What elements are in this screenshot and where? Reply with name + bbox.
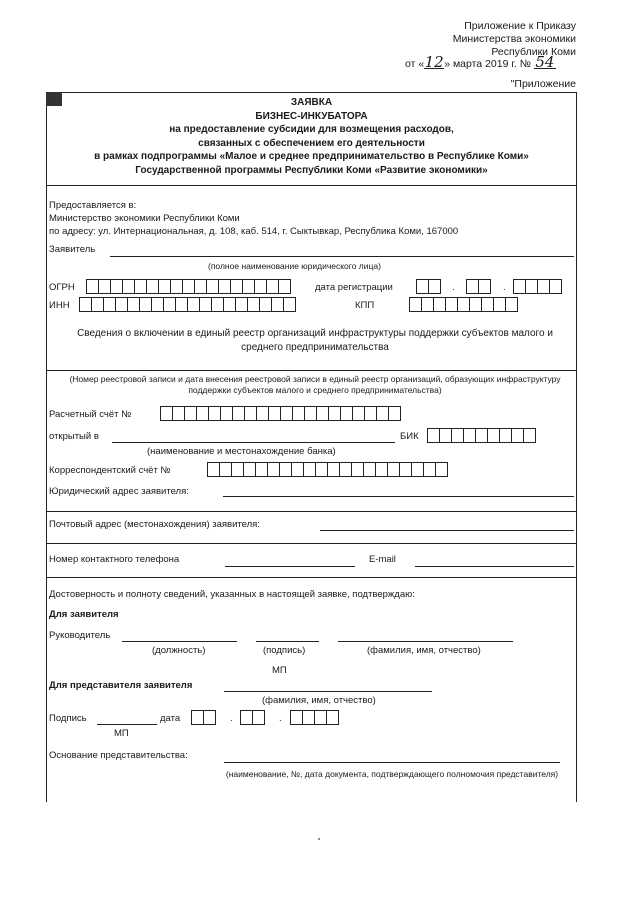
sign-date-year[interactable] xyxy=(290,710,338,725)
frame-left xyxy=(46,92,47,802)
ogrn-label: ОГРН xyxy=(49,282,75,293)
order-month: » марта 2019 г. № xyxy=(444,58,531,70)
bik-cells[interactable] xyxy=(427,428,535,443)
postal-divider xyxy=(46,543,577,544)
kpp-label: КПП xyxy=(355,300,375,311)
order-day: 12 xyxy=(424,53,444,71)
header-line3: Республики Коми xyxy=(491,46,576,58)
stamp-place: МП xyxy=(272,665,287,676)
digit-cell[interactable] xyxy=(435,462,448,477)
applicant-name-input[interactable] xyxy=(110,256,574,257)
header-line2: Министерства экономики xyxy=(452,33,576,45)
provided-label: Предоставляется в: xyxy=(49,200,137,211)
basis-label: Основание представительства: xyxy=(49,750,188,761)
reg-date-year[interactable] xyxy=(513,279,561,294)
head-label: Руководитель xyxy=(49,630,111,641)
digit-cell[interactable] xyxy=(549,279,562,294)
phone-label: Номер контактного телефона xyxy=(49,554,180,565)
registry-divider xyxy=(46,370,577,371)
corr-account-label: Корреспондентский счёт № xyxy=(49,465,171,476)
applicant-label: Заявитель xyxy=(49,244,96,255)
email-input[interactable] xyxy=(415,566,574,567)
signature-input[interactable] xyxy=(256,641,319,642)
provided-address: по адресу: ул. Интернациональная, д. 108, каб. 514, г. Сыктывкар, Республика Коми, 167000 xyxy=(49,226,459,237)
bik-label: БИК xyxy=(400,431,419,442)
registry-hint: (Номер реестровой записи и дата внесения реестровой записи в единый реестр организаций, образующих инфраструктуру поддержки субъектов малого и среднего предпринимательства) xyxy=(69,374,561,395)
for-applicant: Для заявителя xyxy=(49,609,119,620)
for-representative: Для представителя заявителя xyxy=(49,680,193,691)
legal-address-divider xyxy=(46,511,577,512)
position-hint: (должность) xyxy=(152,645,206,656)
order-number: 54 xyxy=(535,53,555,71)
basis-hint: (наименование, №, дата документа, подтверждающего полномочия представителя) xyxy=(225,769,559,779)
reg-date-label: дата регистрации xyxy=(315,282,393,293)
signature-hint: (подпись) xyxy=(263,645,306,656)
header-line1: Приложение к Приказу xyxy=(464,20,576,32)
fio-hint: (фамилия, имя, отчество) xyxy=(367,645,481,656)
confirm-text: Достоверность и полноту сведений, указанных в настоящей заявке, подтверждаю: xyxy=(49,589,415,600)
corr-account-cells[interactable] xyxy=(207,462,447,477)
form-title xyxy=(47,96,576,177)
title-line2: БИЗНЕС-ИНКУБАТОРА xyxy=(255,110,368,122)
title-line3: на предоставление субсидии для возмещения расходов, xyxy=(169,124,454,135)
scan-dot xyxy=(318,838,320,840)
digit-cell[interactable] xyxy=(283,297,296,312)
frame-top xyxy=(46,92,577,93)
digit-cell[interactable] xyxy=(428,279,441,294)
rep-signature-input[interactable] xyxy=(97,724,157,725)
reg-date-month[interactable] xyxy=(466,279,490,294)
inn-cells[interactable] xyxy=(79,297,295,312)
bank-hint: (наименование и местонахождение банка) xyxy=(147,446,336,457)
order-reference xyxy=(453,20,576,59)
digit-cell[interactable] xyxy=(278,279,291,294)
postal-address-input[interactable] xyxy=(320,530,574,531)
digit-cell[interactable] xyxy=(252,710,265,725)
title-line5: в рамках подпрограммы «Малое и среднее предпринимательство в Республике Коми» xyxy=(94,151,529,162)
registry-info: Сведения о включении в единый реестр организаций инфраструктуры поддержки субъектов малого и среднего предпринимательства xyxy=(77,328,553,353)
opened-in-label: открытый в xyxy=(49,431,99,442)
date-sep: . xyxy=(279,713,282,724)
legal-address-label: Юридический адрес заявителя: xyxy=(49,486,189,497)
rep-fio-input[interactable] xyxy=(224,691,432,692)
sign-label: Подпись xyxy=(49,713,87,724)
appendix-label: "Приложение xyxy=(510,78,576,90)
postal-address-label: Почтовый адрес (местонахождения) заявителя: xyxy=(49,519,260,530)
date-sep: . xyxy=(230,713,233,724)
applicant-hint: (полное наименование юридического лица) xyxy=(208,261,381,271)
date-sep: . xyxy=(503,282,506,293)
provided-block xyxy=(49,199,458,238)
basis-input[interactable] xyxy=(224,762,560,763)
digit-cell[interactable] xyxy=(388,406,401,421)
legal-address-input[interactable] xyxy=(223,496,574,497)
phone-input[interactable] xyxy=(225,566,355,567)
digit-cell[interactable] xyxy=(326,710,339,725)
digit-cell[interactable] xyxy=(505,297,518,312)
provided-ministry: Министерство экономики Республики Коми xyxy=(49,213,240,224)
sign-date-month[interactable] xyxy=(240,710,264,725)
contacts-divider xyxy=(46,577,577,578)
bank-name-input[interactable] xyxy=(112,442,395,443)
sign-date-day[interactable] xyxy=(191,710,215,725)
title-line6: Государственной программы Республики Коми «Развитие экономики» xyxy=(135,164,488,176)
email-label: E-mail xyxy=(369,554,396,565)
date-label: дата xyxy=(160,713,181,724)
account-cells[interactable] xyxy=(160,406,400,421)
reg-date-day[interactable] xyxy=(416,279,440,294)
title-line4: связанных с обеспечением его деятельности xyxy=(198,137,425,149)
digit-cell[interactable] xyxy=(203,710,216,725)
account-label: Расчетный счёт № xyxy=(49,409,132,420)
kpp-cells[interactable] xyxy=(409,297,517,312)
date-sep: . xyxy=(452,282,455,293)
inn-label: ИНН xyxy=(49,300,70,311)
position-input[interactable] xyxy=(122,641,237,642)
fio-input[interactable] xyxy=(338,641,513,642)
title-divider xyxy=(46,185,577,186)
title-line1: ЗАЯВКА xyxy=(290,97,333,108)
rep-fio-hint: (фамилия, имя, отчество) xyxy=(262,695,376,706)
order-from: от « xyxy=(405,58,425,70)
stamp-place-2: МП xyxy=(114,728,129,739)
digit-cell[interactable] xyxy=(478,279,491,294)
digit-cell[interactable] xyxy=(523,428,536,443)
order-date xyxy=(405,53,556,71)
frame-right xyxy=(576,92,577,802)
ogrn-cells[interactable] xyxy=(86,279,290,294)
